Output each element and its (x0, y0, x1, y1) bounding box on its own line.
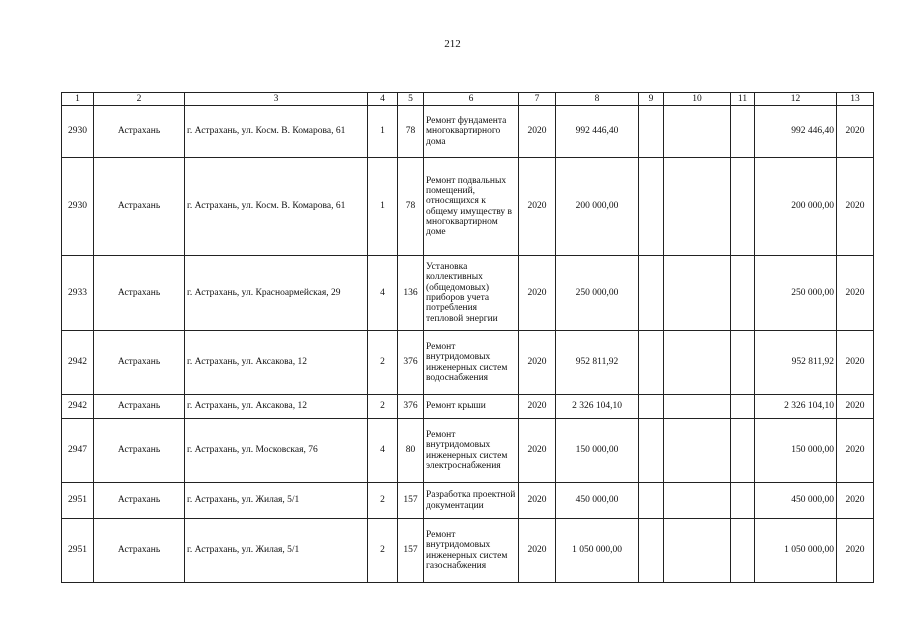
column-header: 11 (731, 93, 755, 106)
end-year-cell: 2020 (837, 519, 874, 583)
total-cost-cell: 2 326 104,10 (556, 395, 639, 419)
fund-cost-cell: 1 050 000,00 (755, 519, 837, 583)
total-cost-cell: 450 000,00 (556, 483, 639, 519)
city-cell: Астрахань (94, 483, 185, 519)
city-cell: Астрахань (94, 158, 185, 256)
section-cell: 2 (368, 519, 398, 583)
col9-cell (639, 106, 664, 158)
year-cell: 2020 (519, 483, 556, 519)
total-cost-cell: 150 000,00 (556, 419, 639, 483)
column-header: 13 (837, 93, 874, 106)
address-cell: г. Астрахань, ул. Косм. В. Комарова, 61 (185, 106, 368, 158)
column-header: 8 (556, 93, 639, 106)
apartments-cell: 78 (398, 106, 424, 158)
house-id-cell: 2951 (62, 483, 94, 519)
col11-cell (731, 256, 755, 331)
total-cost-cell: 992 446,40 (556, 106, 639, 158)
house-id-cell: 2951 (62, 519, 94, 583)
total-cost-cell: 250 000,00 (556, 256, 639, 331)
col10-cell (664, 519, 731, 583)
col10-cell (664, 256, 731, 331)
apartments-cell: 78 (398, 158, 424, 256)
total-cost-cell: 952 811,92 (556, 331, 639, 395)
col11-cell (731, 395, 755, 419)
end-year-cell: 2020 (837, 331, 874, 395)
address-cell: г. Астрахань, ул. Московская, 76 (185, 419, 368, 483)
work-type-cell: Ремонт подвальных помещений, относящихся к общему имуществу в многоквартирном доме (424, 158, 519, 256)
col9-cell (639, 419, 664, 483)
apartments-cell: 80 (398, 419, 424, 483)
col9-cell (639, 331, 664, 395)
col11-cell (731, 519, 755, 583)
col9-cell (639, 519, 664, 583)
column-header: 5 (398, 93, 424, 106)
column-header: 3 (185, 93, 368, 106)
house-id-cell: 2933 (62, 256, 94, 331)
city-cell: Астрахань (94, 395, 185, 419)
fund-cost-cell: 952 811,92 (755, 331, 837, 395)
apartments-cell: 376 (398, 331, 424, 395)
table-row (62, 331, 874, 395)
work-type-cell: Установка коллективных (общедомовых) приборов учета потребления тепловой энергии (424, 256, 519, 331)
page-number: 212 (444, 38, 461, 50)
column-header: 2 (94, 93, 185, 106)
year-cell: 2020 (519, 331, 556, 395)
house-id-cell: 2942 (62, 331, 94, 395)
col10-cell (664, 331, 731, 395)
col9-cell (639, 158, 664, 256)
section-cell: 2 (368, 483, 398, 519)
section-cell: 4 (368, 419, 398, 483)
city-cell: Астрахань (94, 419, 185, 483)
column-header: 10 (664, 93, 731, 106)
address-cell: г. Астрахань, ул. Красноармейская, 29 (185, 256, 368, 331)
work-type-cell: Ремонт крыши (424, 395, 519, 419)
section-cell: 4 (368, 256, 398, 331)
capital-repair-table (61, 92, 874, 583)
city-cell: Астрахань (94, 331, 185, 395)
year-cell: 2020 (519, 419, 556, 483)
address-cell: г. Астрахань, ул. Аксакова, 12 (185, 395, 368, 419)
table-row (62, 158, 874, 256)
city-cell: Астрахань (94, 256, 185, 331)
apartments-cell: 376 (398, 395, 424, 419)
col10-cell (664, 158, 731, 256)
address-cell: г. Астрахань, ул. Жилая, 5/1 (185, 483, 368, 519)
house-id-cell: 2930 (62, 106, 94, 158)
fund-cost-cell: 200 000,00 (755, 158, 837, 256)
year-cell: 2020 (519, 158, 556, 256)
table-row (62, 106, 874, 158)
work-type-cell: Ремонт фундамента многоквартирного дома (424, 106, 519, 158)
col9-cell (639, 483, 664, 519)
table-row (62, 419, 874, 483)
end-year-cell: 2020 (837, 158, 874, 256)
column-header: 6 (424, 93, 519, 106)
year-cell: 2020 (519, 395, 556, 419)
work-type-cell: Ремонт внутридомовых инженерных систем водоснабжения (424, 331, 519, 395)
end-year-cell: 2020 (837, 256, 874, 331)
fund-cost-cell: 2 326 104,10 (755, 395, 837, 419)
year-cell: 2020 (519, 519, 556, 583)
column-header: 12 (755, 93, 837, 106)
year-cell: 2020 (519, 256, 556, 331)
col10-cell (664, 395, 731, 419)
col11-cell (731, 483, 755, 519)
column-header: 1 (62, 93, 94, 106)
section-cell: 2 (368, 331, 398, 395)
end-year-cell: 2020 (837, 395, 874, 419)
col9-cell (639, 256, 664, 331)
header-row (62, 93, 874, 106)
col10-cell (664, 106, 731, 158)
work-type-cell: Ремонт внутридомовых инженерных систем электроснабжения (424, 419, 519, 483)
column-header: 7 (519, 93, 556, 106)
address-cell: г. Астрахань, ул. Аксакова, 12 (185, 331, 368, 395)
city-cell: Астрахань (94, 106, 185, 158)
end-year-cell: 2020 (837, 106, 874, 158)
col11-cell (731, 419, 755, 483)
apartments-cell: 157 (398, 483, 424, 519)
address-cell: г. Астрахань, ул. Косм. В. Комарова, 61 (185, 158, 368, 256)
table-row (62, 256, 874, 331)
address-cell: г. Астрахань, ул. Жилая, 5/1 (185, 519, 368, 583)
total-cost-cell: 200 000,00 (556, 158, 639, 256)
work-type-cell: Разработка проектной документации (424, 483, 519, 519)
section-cell: 1 (368, 158, 398, 256)
end-year-cell: 2020 (837, 419, 874, 483)
fund-cost-cell: 150 000,00 (755, 419, 837, 483)
col10-cell (664, 483, 731, 519)
fund-cost-cell: 250 000,00 (755, 256, 837, 331)
city-cell: Астрахань (94, 519, 185, 583)
section-cell: 1 (368, 106, 398, 158)
year-cell: 2020 (519, 106, 556, 158)
column-header: 4 (368, 93, 398, 106)
apartments-cell: 136 (398, 256, 424, 331)
col9-cell (639, 395, 664, 419)
col11-cell (731, 106, 755, 158)
col11-cell (731, 331, 755, 395)
total-cost-cell: 1 050 000,00 (556, 519, 639, 583)
fund-cost-cell: 450 000,00 (755, 483, 837, 519)
col10-cell (664, 419, 731, 483)
house-id-cell: 2930 (62, 158, 94, 256)
table-row (62, 395, 874, 419)
col11-cell (731, 158, 755, 256)
apartments-cell: 157 (398, 519, 424, 583)
house-id-cell: 2942 (62, 395, 94, 419)
table-row (62, 483, 874, 519)
column-header: 9 (639, 93, 664, 106)
end-year-cell: 2020 (837, 483, 874, 519)
fund-cost-cell: 992 446,40 (755, 106, 837, 158)
table-row (62, 519, 874, 583)
work-type-cell: Ремонт внутридомовых инженерных систем газоснабжения (424, 519, 519, 583)
section-cell: 2 (368, 395, 398, 419)
house-id-cell: 2947 (62, 419, 94, 483)
